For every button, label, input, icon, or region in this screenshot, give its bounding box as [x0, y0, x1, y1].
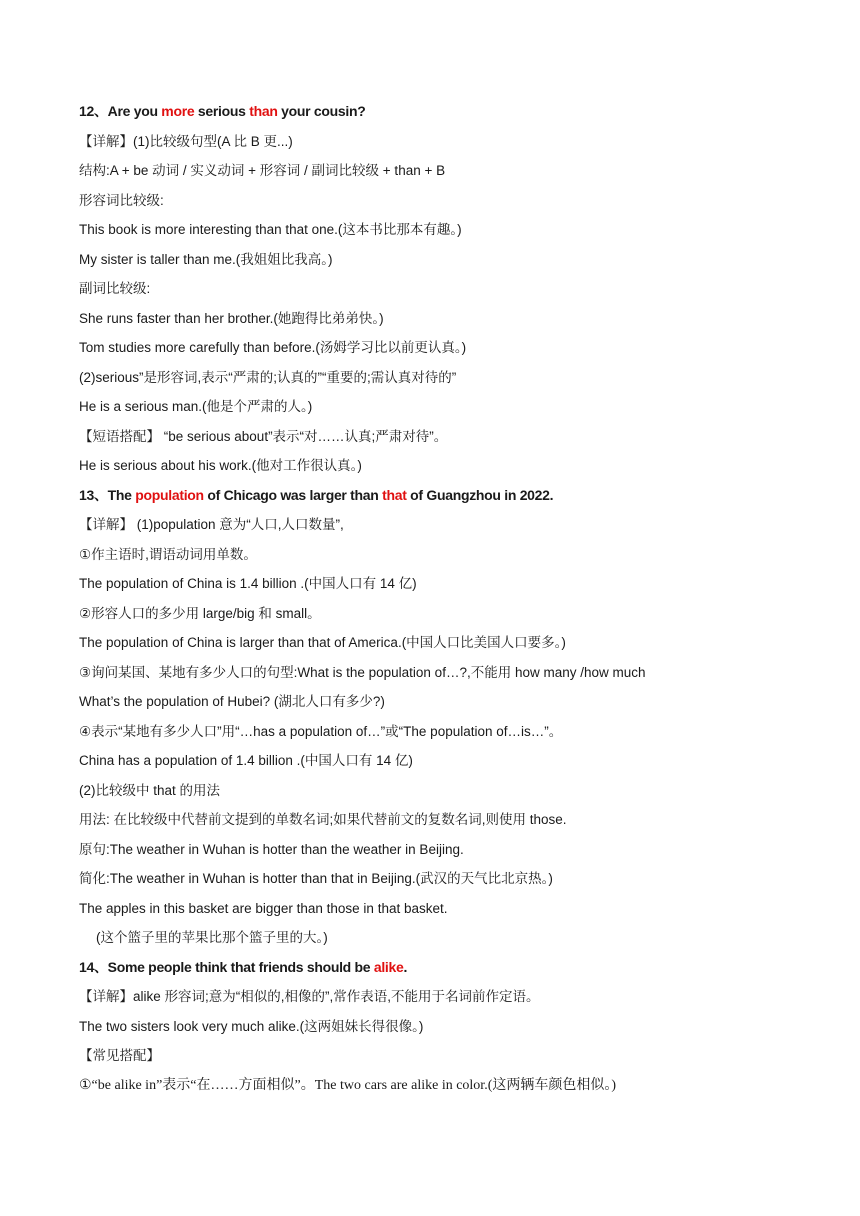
- text-line: (2)比较级中 that 的用法: [79, 782, 221, 798]
- heading-13: [79, 481, 839, 511]
- heading-12: [79, 97, 839, 127]
- heading-text: 12、Are you: [79, 103, 162, 119]
- text-line: The population of China is larger than that of America.(中国人口比美国人口要多。): [79, 635, 566, 650]
- text-line: My sister is taller than me.(我姐姐比我高。): [79, 251, 333, 267]
- text-line: He is a serious man.(他是个严肃的人。): [79, 399, 313, 414]
- text-line: The population of China is 1.4 billion .(中国人口有 14 亿): [79, 576, 417, 591]
- text-line: (2)serious”是形容词,表示“严肃的;认真的”“重要的;需认真对待的”: [79, 369, 457, 385]
- text-line: ②形容人口的多少用 large/big 和 small。: [79, 605, 321, 621]
- heading-14: [79, 953, 839, 983]
- text-line-indented: (这个篮子里的苹果比那个篮子里的大。): [96, 930, 328, 945]
- text-line: What’s the population of Hubei? (湖北人口有多少?): [79, 694, 385, 709]
- highlight-word: alike: [373, 958, 404, 975]
- text-line: 【详解】alike 形容词;意为“相似的,相像的”,常作表语,不能用于名词前作定语。: [79, 989, 540, 1004]
- text-line: 【短语搭配】 “be serious about”表示“对……认真;严肃对待”。: [79, 428, 448, 444]
- text-line: ①“be alike in”表示“在……方面相似”。The two cars are alike in color.(这两辆车颜色相似。): [79, 1077, 617, 1093]
- text-line: Tom studies more carefully than before.(汤姆学习比以前更认真。): [79, 340, 467, 355]
- text-line: 【常见搭配】: [79, 1048, 160, 1063]
- text-line: 【详解】(1)比较级句型(A 比 B 更...): [79, 133, 293, 149]
- heading-text: of Chicago was larger than: [203, 486, 383, 503]
- text-line: 原句:The weather in Wuhan is hotter than the weather in Beijing.: [79, 841, 464, 857]
- heading-text: .: [403, 958, 408, 975]
- text-line: 简化:The weather in Wuhan is hotter than that in Beijing.(武汉的天气比北京热。): [79, 871, 553, 886]
- highlight-word: than: [249, 103, 278, 119]
- document-page: [79, 97, 839, 1100]
- text-line: The two sisters look very much alike.(这两姐妹长得很像。): [79, 1018, 424, 1034]
- highlight-word: that: [382, 486, 407, 503]
- text-line: 结构:A + be 动词 / 实义动词 + 形容词 / 副词比较级 + than + B: [79, 163, 446, 178]
- text-line: ①作主语时,谓语动词用单数。: [79, 546, 257, 562]
- text-line: The apples in this basket are bigger than those in that basket.: [79, 900, 448, 916]
- text-line: 形容词比较级:: [79, 192, 164, 208]
- heading-text: 13、The: [79, 486, 136, 503]
- text-line: ④表示“某地有多少人口”用“…has a population of…”或“The population of…is…”。: [79, 723, 563, 739]
- text-line: 副词比较级:: [79, 281, 151, 296]
- highlight-word: more: [161, 103, 195, 119]
- heading-text: 14、Some people think that friends should be: [79, 958, 374, 975]
- heading-text: your cousin?: [277, 103, 366, 119]
- text-line: He is serious about his work.(他对工作很认真。): [79, 458, 362, 473]
- text-line: ③询问某国、某地有多少人口的句型:What is the population of…?,不能用 how many /how much: [79, 664, 646, 680]
- heading-text: serious: [194, 103, 250, 119]
- heading-text: of Guangzhou in 2022.: [406, 486, 554, 503]
- text-line: China has a population of 1.4 billion .(中国人口有 14 亿): [79, 753, 413, 768]
- highlight-word: population: [135, 486, 204, 503]
- text-line: She runs faster than her brother.(她跑得比弟弟快。): [79, 310, 384, 326]
- text-line: 【详解】 (1)population 意为“人口,人口数量”,: [79, 517, 344, 532]
- text-line: 用法: 在比较级中代替前文提到的单数名词;如果代替前文的复数名词,则使用 those.: [79, 812, 567, 827]
- text-line: This book is more interesting than that one.(这本书比那本有趣。): [79, 222, 462, 237]
